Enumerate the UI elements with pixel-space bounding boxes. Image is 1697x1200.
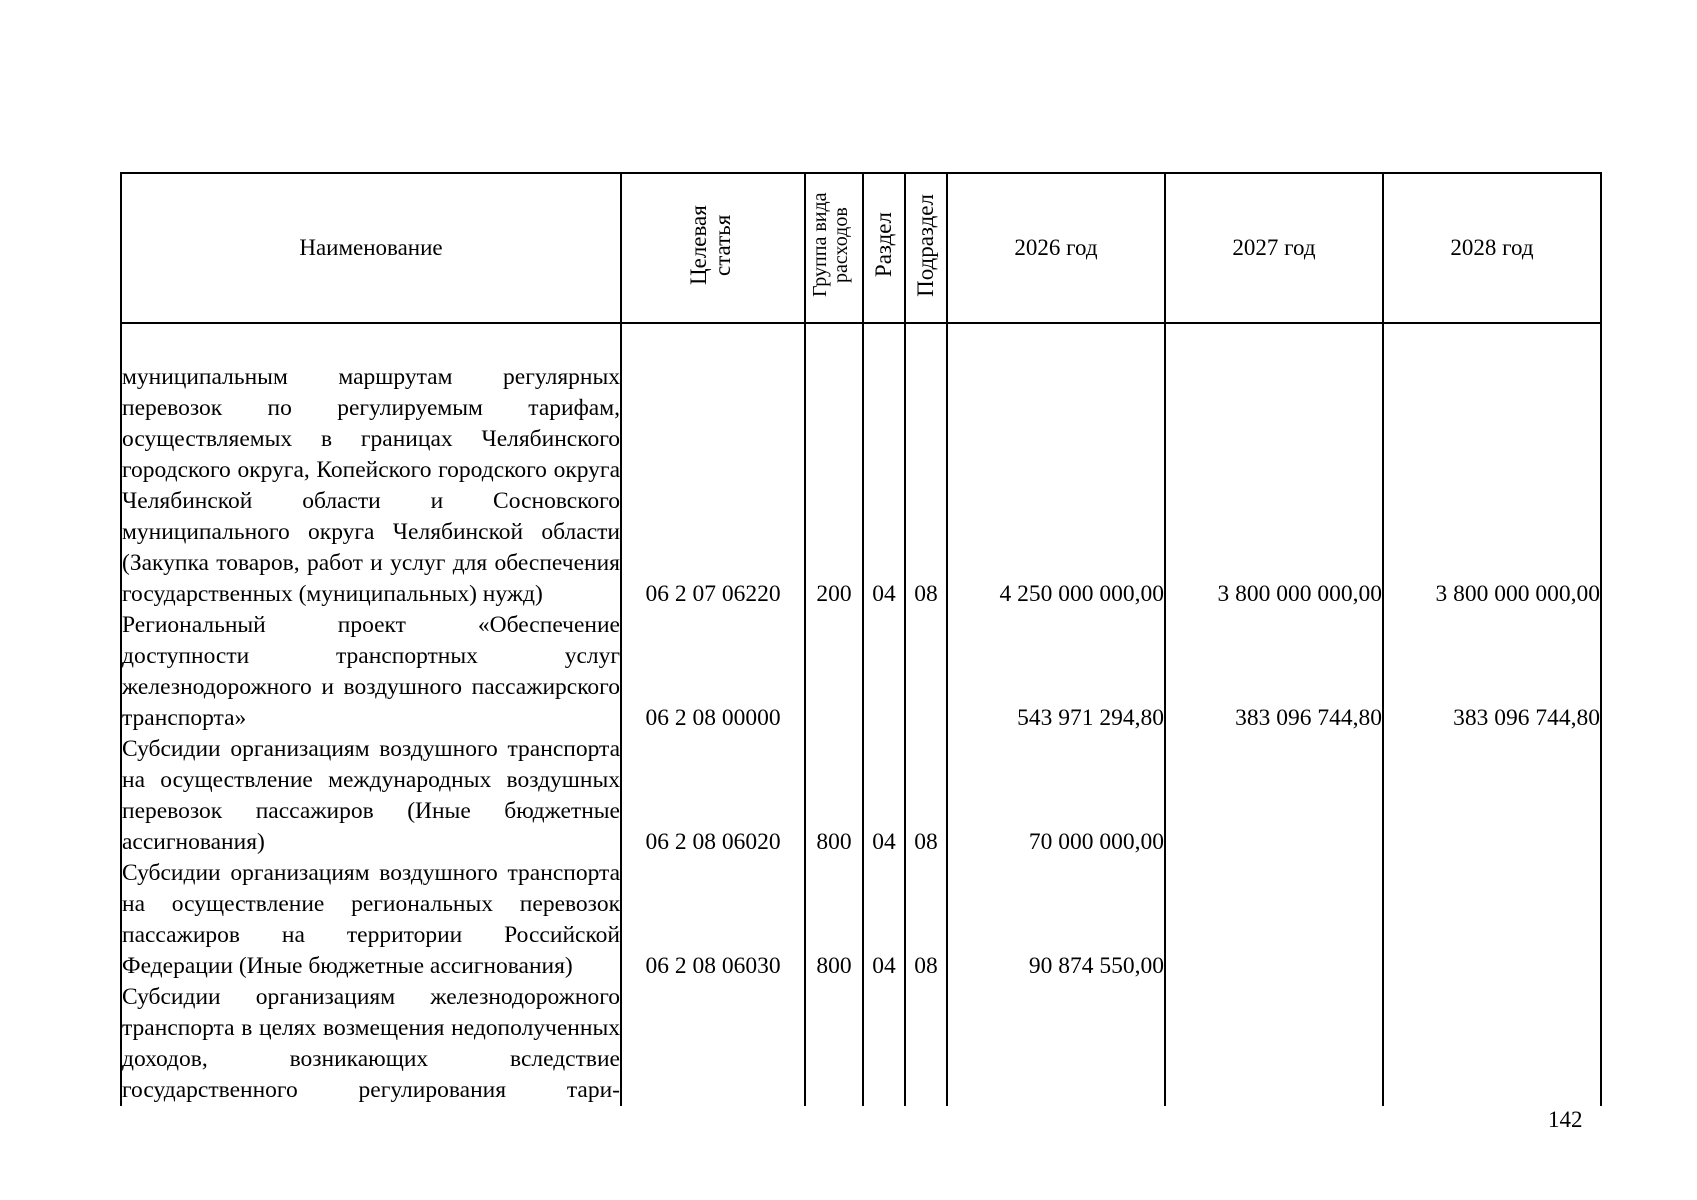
header-2028: 2028 год	[1383, 173, 1601, 323]
header-name: Наименование	[121, 173, 621, 323]
row-group: 200	[805, 323, 863, 610]
row-2027: 383 096 744,80	[1165, 610, 1383, 734]
page-number: 142	[1548, 1107, 1583, 1132]
header-2027: 2027 год	[1165, 173, 1383, 323]
row-section: 04	[863, 323, 905, 610]
table-header-row	[121, 173, 1601, 323]
row-subsection: 08	[905, 858, 947, 982]
row-2026: 70 000 000,00	[947, 734, 1165, 858]
row-2028	[1383, 734, 1601, 858]
row-name: Региональный проект «Обеспечение доступности транспортных услуг железнодорожного и воздушного пассажирского транспорта»	[121, 610, 621, 734]
budget-table	[120, 172, 1602, 1106]
row-2026: 4 250 000 000,00	[947, 323, 1165, 610]
row-2027	[1165, 982, 1383, 1106]
row-2026: 543 971 294,80	[947, 610, 1165, 734]
table-row	[121, 982, 1601, 1106]
table-row	[121, 323, 1601, 610]
header-2026: 2026 год	[947, 173, 1165, 323]
header-section: Раздел	[863, 173, 905, 323]
table-row	[121, 610, 1601, 734]
row-subsection: 08	[905, 323, 947, 610]
row-2028: 3 800 000 000,00	[1383, 323, 1601, 610]
row-2027	[1165, 734, 1383, 858]
row-2026: 90 874 550,00	[947, 858, 1165, 982]
row-2027: 3 800 000 000,00	[1165, 323, 1383, 610]
header-target: Целевая статья	[621, 173, 805, 323]
table-row	[121, 858, 1601, 982]
row-2028	[1383, 982, 1601, 1106]
row-target: 06 2 08 06020	[621, 734, 805, 858]
table-row	[121, 734, 1601, 858]
row-2027	[1165, 858, 1383, 982]
row-subsection	[905, 610, 947, 734]
header-group: Группа вида расходов	[805, 173, 863, 323]
row-name: Субсидии организациям воздушного транспорта на осуществление международных воздушных перевозок пассажиров (Иные бюджетные ассигнования)	[121, 734, 621, 858]
row-2028	[1383, 858, 1601, 982]
row-target: 06 2 08 06030	[621, 858, 805, 982]
row-group: 800	[805, 734, 863, 858]
row-subsection: 08	[905, 734, 947, 858]
row-name: муниципальным маршрутам регулярных перевозок по регулируемым тарифам, осуществляемых в границах Челябинского городского округа, Копейского городского округа Челябинской области и Сосновского муниципального округа Челябинской области (Закупка товаров, работ и услуг для обеспечения государственных (муниципальных) нужд)	[121, 323, 621, 610]
row-group	[805, 982, 863, 1106]
row-group	[805, 610, 863, 734]
row-name: Субсидии организациям железнодорожного транспорта в целях возмещения недополученных доходов, возникающих вследствие государственного регулирования тари-	[121, 982, 621, 1106]
row-section	[863, 982, 905, 1106]
row-section: 04	[863, 858, 905, 982]
row-target: 06 2 08 00000	[621, 610, 805, 734]
row-subsection	[905, 982, 947, 1106]
row-target	[621, 982, 805, 1106]
row-2026	[947, 982, 1165, 1106]
header-subsection: Подраздел	[905, 173, 947, 323]
row-section: 04	[863, 734, 905, 858]
row-2028: 383 096 744,80	[1383, 610, 1601, 734]
row-name: Субсидии организациям воздушного транспорта на осуществление региональных перевозок пассажиров на территории Российской Федерации (Иные бюджетные ассигнования)	[121, 858, 621, 982]
row-section	[863, 610, 905, 734]
row-group: 800	[805, 858, 863, 982]
row-target: 06 2 07 06220	[621, 323, 805, 610]
